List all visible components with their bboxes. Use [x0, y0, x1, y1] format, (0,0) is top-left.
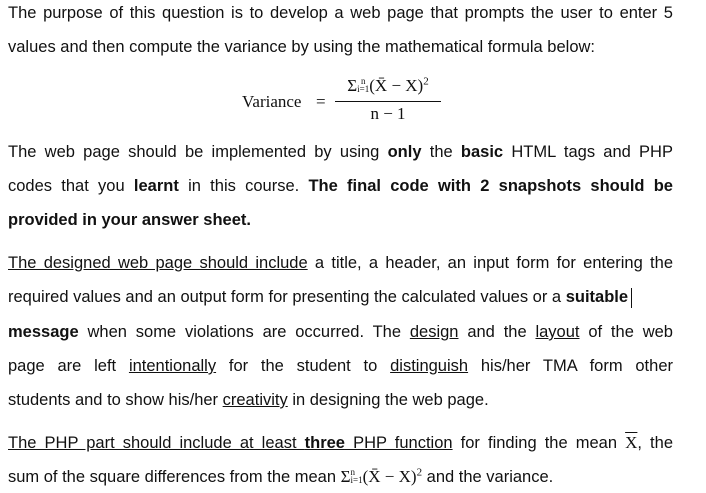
variance-formula [240, 76, 450, 128]
text-run: PHP function [344, 434, 453, 452]
paragraph-2-line-2 [8, 175, 673, 197]
text-run: required values and an output form for presenting the calculated values or a [8, 288, 566, 306]
text-run: a title, a header, an input form for entering the [307, 254, 673, 272]
inline-sum-exponent: 2 [416, 466, 423, 479]
underlined-creativity: creativity [222, 391, 288, 409]
sum-lower-limit: i=1 [357, 84, 370, 95]
formula-denominator: n − 1 [370, 104, 406, 123]
formula-label: Variance [242, 92, 302, 111]
paragraph-2-line-1 [8, 141, 673, 163]
paragraph-3-line-2 [8, 286, 632, 308]
underlined-distinguish: distinguish [390, 357, 469, 375]
text-cursor [631, 288, 632, 308]
mean-x-symbol: $\overline{X}$ [625, 433, 638, 452]
bold-basic: basic [460, 143, 504, 161]
sum-limits [357, 77, 369, 93]
text-run: for finding the mean [452, 434, 626, 452]
underlined-designed-web-page: The designed web page should include [8, 254, 308, 272]
paragraph-3-line-1 [8, 252, 673, 274]
text-run: for the student to [216, 357, 391, 375]
inline-sum-limits [351, 468, 363, 484]
paragraph-4-line-1 [8, 432, 673, 454]
bold-learnt: learnt [133, 177, 179, 195]
paragraph-2-line-3: provided in your answer sheet. [8, 211, 251, 229]
text-run: and the variance. [422, 468, 554, 486]
text-run: The PHP part should include at least [8, 434, 305, 452]
text-run: the [421, 143, 461, 161]
underlined-layout: layout [535, 323, 580, 341]
text-run: The web page should be implemented by using [8, 143, 388, 161]
inline-sum-lower: i=1 [350, 475, 363, 486]
text-run: in this course. [178, 177, 309, 195]
text-run: sum of the square differences from the mean [8, 468, 341, 486]
text-run: of the web [579, 323, 673, 341]
underlined-intentionally: intentionally [128, 357, 217, 375]
inline-sum-expression [341, 467, 422, 486]
inline-sum-symbol: Σ [340, 467, 351, 486]
bold-final-code: The final code with 2 snapshots should be [308, 177, 673, 195]
paragraph-3-line-3 [8, 321, 673, 343]
paragraph-3-line-4 [8, 355, 673, 377]
formula-equals: = [316, 92, 326, 111]
formula-numerator [335, 76, 441, 96]
text-run: , the [637, 434, 673, 452]
text-run: in designing the web page. [287, 391, 489, 409]
numerator-exponent: 2 [423, 75, 429, 88]
inline-sum-upper: n [350, 467, 356, 478]
text-run: page are left [8, 357, 129, 375]
text-run: codes that you [8, 177, 134, 195]
text-run: students and to show his/her [8, 391, 223, 409]
sum-symbol: Σ [347, 76, 358, 95]
paragraph-1-line-2: values and then compute the variance by using the mathematical formula below: [8, 38, 595, 56]
text-run: when some violations are occurred. The [78, 323, 410, 341]
paragraph-1-line-1: The purpose of this question is to develop a web page that prompts the user to enter 5 [8, 4, 673, 22]
bold-only: only [387, 143, 422, 161]
text-run: and the [458, 323, 536, 341]
bold-three: three [304, 434, 345, 452]
text-run: HTML tags and PHP [503, 143, 673, 161]
underlined-php-part [8, 434, 453, 452]
underlined-design: design [409, 323, 459, 341]
bold-suitable: suitable [565, 288, 629, 306]
paragraph-4-line-2 [8, 466, 553, 488]
sum-upper-limit: n [360, 76, 366, 87]
text-run: his/her TMA form other [468, 357, 673, 375]
paragraph-3-line-5 [8, 389, 489, 411]
bold-message: message [8, 323, 79, 341]
numerator-body: (X̄ − X) [369, 76, 424, 95]
inline-sum-body: (X̄ − X) [362, 467, 417, 486]
fraction-bar [335, 101, 441, 102]
